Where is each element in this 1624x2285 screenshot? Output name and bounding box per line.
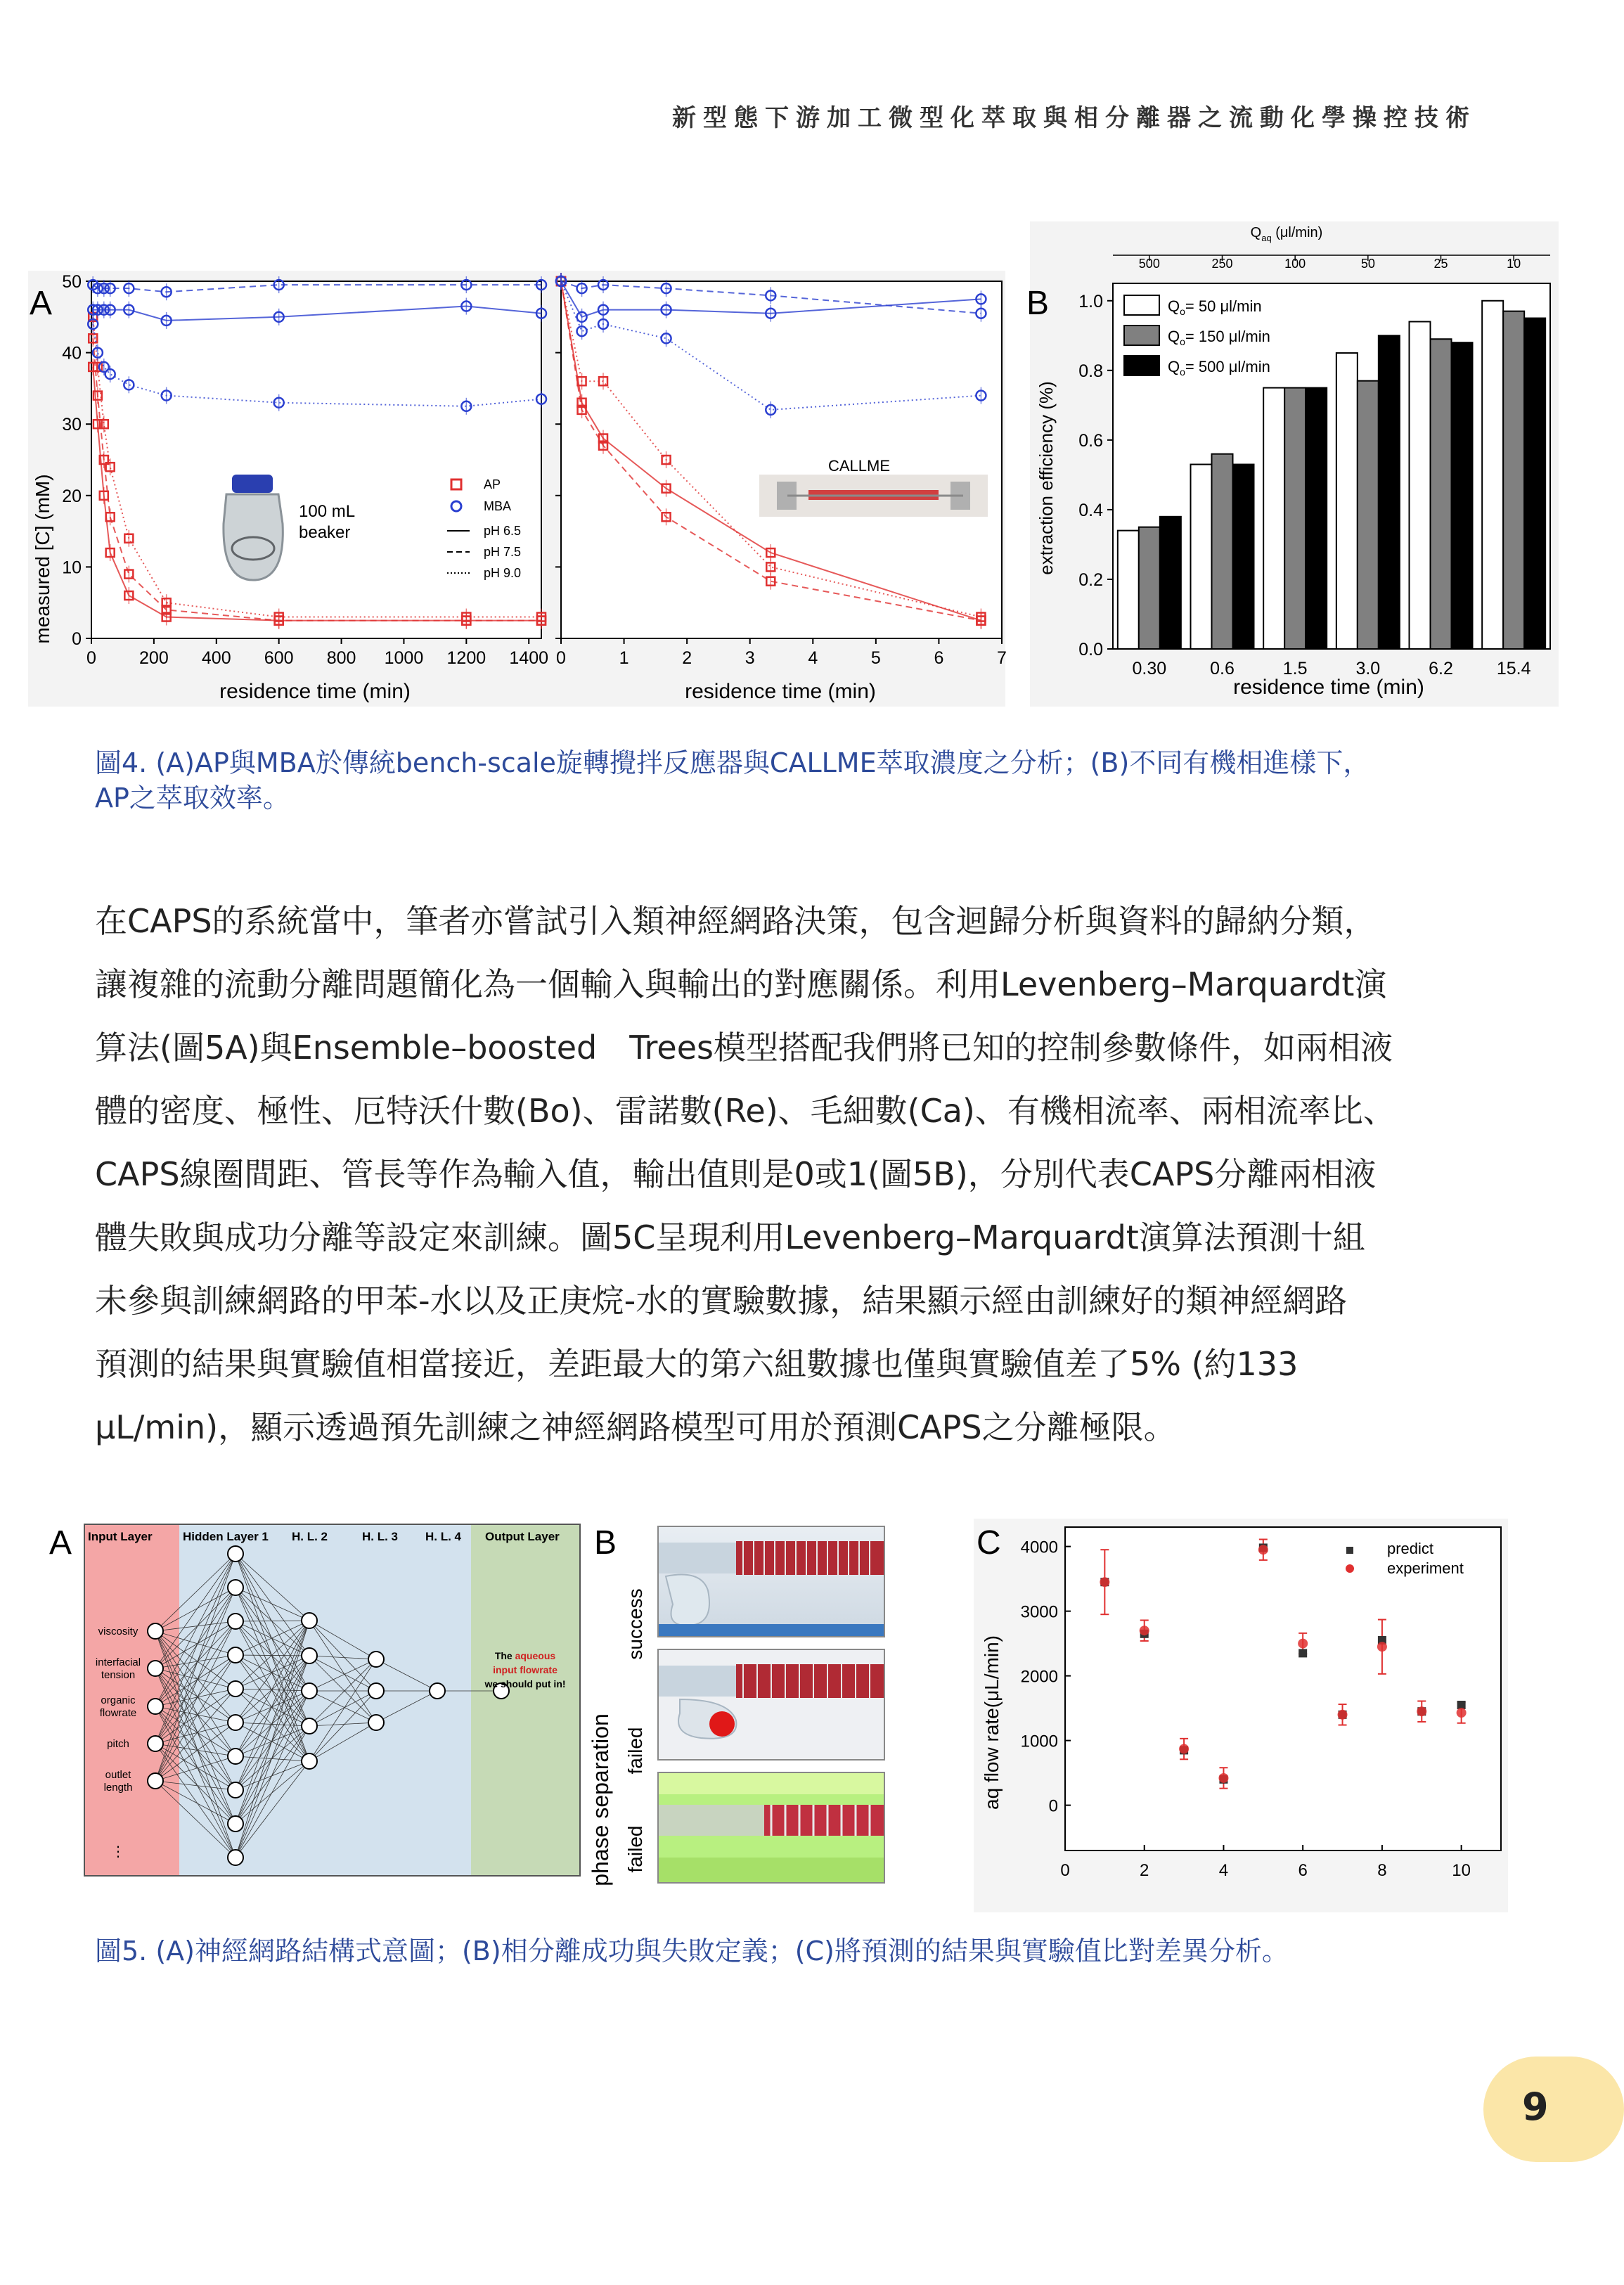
output-description [484,1650,565,1689]
x-tick-label: 800 [326,648,356,668]
body-line: 未參與訓練網路的甲苯-水以及正庚烷-水的實驗數據，結果顯示經由訓練好的類神經網路 [95,1282,1348,1320]
x-tick-label: 600 [264,648,294,668]
photo-failed-2 [657,1772,885,1884]
x-tick-label: 5 [870,648,881,668]
x-tick-label: 6.2 [1429,659,1453,678]
x-tick-label: 1 [619,648,629,668]
svg-text:H. L. 3: H. L. 3 [362,1530,399,1543]
photo-failed-1 [657,1649,885,1761]
top-tick-label: 50 [1360,257,1375,271]
figure4b-plot [1078,255,1550,678]
bar [1306,388,1327,649]
experiment-point [1417,1706,1426,1716]
svg-text:H. L. 4: H. L. 4 [425,1530,462,1543]
input-label: tension [101,1669,136,1681]
top-tick-label: 100 [1284,257,1306,271]
network-node [148,1661,163,1676]
figure5-caption: 圖5. (A)神經網路結構式意圖；(B)相分離成功與失敗定義；(C)將預測的結果與實驗值比對差異分析。 [95,1936,1289,1967]
network-node [228,1681,243,1697]
x-tick-label: 2 [682,648,692,668]
network-node [228,1749,243,1764]
x-tick-label: 4 [808,648,818,668]
y-tick-label: 0.8 [1078,361,1103,381]
y-tick-label: 1000 [1020,1732,1058,1751]
x-tick-label: 1400 [509,648,549,668]
network-node [228,1647,243,1663]
y-tick-label: 4000 [1020,1538,1058,1557]
experiment-point [1140,1626,1149,1635]
svg-text:Input Layer: Input Layer [88,1530,153,1543]
body-paragraph [95,889,1487,1459]
network-node [302,1753,317,1769]
figure4-caption [95,745,1487,816]
body-line: 體失敗與成功分離等設定來訓練。圖5C呈現利用Levenberg–Marquardt演算法預測十組 [95,1218,1365,1256]
svg-text:input flowrate: input flowrate [493,1664,558,1675]
body-line: 在CAPS的系統當中，筆者亦嘗試引入類神經網路決策，包含迴歸分析與資料的歸納分類， [95,902,1377,940]
network-node [148,1623,163,1639]
svg-text:Qo= 50 μl/min: $Q_o= 50$ μl/min [1168,297,1262,317]
bar [1139,527,1160,649]
x-tick-label: 4 [1218,1861,1229,1880]
input-label: organic [101,1694,136,1706]
network-node [228,1782,243,1798]
svg-text:pH 9.0: pH 9.0 [484,566,522,580]
figure5b-label: B [594,1524,617,1562]
x-tick-label: 6 [934,648,944,668]
x-tick-label: 3.0 [1355,659,1381,678]
network-node [228,1614,243,1629]
bar [1379,335,1400,649]
top-tick-label: 250 [1211,257,1233,271]
top-tick-label: 25 [1433,257,1448,271]
bar [1118,531,1139,649]
plot-frame [91,281,541,638]
network-node [228,1715,243,1730]
input-ellipsis: ⋮ [111,1844,125,1860]
network-node [368,1715,384,1730]
body-line: 預測的結果與實驗值相當接近，差距最大的第六組數據也僅與實驗值差了5% (約133 [95,1345,1298,1383]
experiment-point [1258,1545,1268,1555]
page-number-badge [1483,2056,1624,2162]
figure4-caption-line1: 圖4. (A)AP與MBA於傳統bench-scale旋轉攪拌反應器與CALLME萃取濃度之分析；(B)不同有機相進樣下， [95,747,1370,778]
svg-text:H. L. 2: H. L. 2 [292,1530,328,1543]
x-tick-label: 0.6 [1210,659,1235,678]
y-tick-label: 40 [62,343,82,363]
body-line: μL/min)，顯示透過預先訓練之神經網路模型可用於預測CAPS之分離極限。 [95,1408,1176,1446]
row-label-failed-1: failed [624,1727,646,1775]
y-tick-label: 0.6 [1078,430,1103,451]
bar [1191,465,1212,649]
x-tick-label: 1.5 [1282,659,1308,678]
bar [1212,454,1233,649]
svg-text:MBA: MBA [484,499,512,513]
figure5c-label: C [977,1524,1001,1562]
x-tick-label: 1000 [384,648,424,668]
bar [1284,388,1306,649]
network-node [148,1773,163,1789]
page-number: 9 [1522,2085,1549,2129]
bar [1431,339,1452,649]
y-tick-label: 3000 [1020,1602,1058,1622]
bar [1336,353,1358,649]
experiment-point [1298,1639,1308,1649]
x-tick-label: 0 [86,648,96,668]
figure4-caption-line2: AP之萃取效率。 [95,783,290,813]
bar [1410,321,1431,649]
callme-label: CALLME [827,457,891,475]
svg-text:pH 6.5: pH 6.5 [484,524,522,538]
network-node [228,1580,243,1595]
svg-text:Hidden Layer 1: Hidden Layer 1 [183,1530,269,1543]
body-line: 體的密度、極性、厄特沃什數(Bo)、雷諾數(Re)、毛細數(Ca)、有機相流率、兩相流率比、 [95,1092,1396,1130]
bar [1263,388,1284,649]
figure5-panel-b [587,1519,967,1886]
experiment-point [1457,1708,1467,1718]
network-node [430,1683,445,1699]
y-tick-label: 50 [62,272,82,292]
figure4b-label: B [1026,285,1050,322]
input-label: outlet [105,1769,131,1781]
body-line: 算法(圖5A)與Ensemble–boosted Trees模型搭配我們將已知的控制參數條件，如兩相液 [95,1029,1393,1067]
x-tick-label: 1200 [446,648,486,668]
bar [1160,517,1181,649]
svg-text:AP: AP [484,477,501,491]
figure4a-xlabel-left: residence time (min) [219,680,411,703]
network-node [228,1816,243,1832]
experiment-point [1338,1710,1348,1720]
svg-text:pH 7.5: pH 7.5 [484,545,522,559]
x-tick-label: 8 [1377,1861,1387,1880]
y-tick-label: 2000 [1020,1667,1058,1687]
body-line: 讓複雜的流動分離問題簡化為一個輸入與輸出的對應關係。利用Levenberg–Marquardt演 [95,965,1387,1003]
y-tick-label: 0 [1048,1796,1058,1816]
x-tick-label: 400 [201,648,231,668]
x-tick-label: 0 [1060,1861,1070,1880]
network-node [228,1850,243,1865]
figure5a-label: A [49,1524,72,1562]
experiment-point [1179,1744,1189,1754]
bar [1524,318,1545,649]
svg-text:predict: predict [1387,1540,1434,1557]
network-node [368,1683,384,1699]
figure4a-left-plot [62,272,548,668]
figure4a-right-plot [555,273,1007,668]
figure5-panel-c [974,1519,1508,1912]
x-tick-label: 2 [1140,1861,1149,1880]
y-tick-label: 0 [72,629,82,649]
network-node [148,1736,163,1751]
row-label-failed-2: failed [624,1825,646,1873]
y-tick-label: 0.2 [1078,569,1103,590]
x-tick-label: 0.30 [1132,659,1167,678]
y-tick-label: 0.0 [1078,640,1103,659]
bar [1358,381,1379,649]
x-tick-label: 0 [556,648,566,668]
body-line: CAPS線圈間距、管長等作為輸入值，輸出值則是0或1(圖5B)，分別代表CAPS分離兩相液 [95,1155,1377,1193]
y-tick-label: 10 [62,558,82,578]
top-tick-label: 10 [1507,257,1521,271]
input-label: viscosity [98,1626,138,1637]
y-tick-label: 20 [62,486,82,506]
figure4b-xlabel: residence time (min) [1233,676,1424,699]
figure4b-ylabel: extraction efficiency (%) [1036,381,1057,575]
callme-image [759,475,988,517]
bar [1452,342,1473,649]
figure4-panel-a [28,271,1005,707]
figure4a-label: A [30,285,53,322]
top-tick-label: 500 [1138,257,1160,271]
experiment-point [1100,1577,1109,1587]
network-node [302,1613,317,1628]
beaker-line1: 100 mL [299,502,356,521]
bar [1233,465,1254,649]
network-node [148,1699,163,1714]
experiment-point [1377,1642,1387,1652]
y-tick-label: 0.4 [1078,500,1103,520]
input-label: flowrate [99,1707,137,1719]
svg-text:Qo= 500 μl/min: $Q_o= 500$ μl/min [1168,358,1270,378]
photo-success [657,1526,885,1637]
x-tick-label: 6 [1298,1861,1308,1880]
predict-point [1298,1649,1307,1657]
figure5c-plot [1021,1527,1501,1880]
figure4b-legend [1124,295,1270,378]
network-node [302,1683,317,1699]
x-tick-label: 15.4 [1496,659,1531,678]
svg-text:Qo= 150 μl/min: $Q_o= 150$ μl/min [1168,328,1270,347]
input-label: interfacial [95,1656,141,1668]
figure5c-ylabel: aq flow rate(μL/min) [981,1635,1003,1810]
network-node [228,1546,243,1562]
beaker-line2: beaker [299,523,351,542]
input-label: pitch [107,1738,129,1750]
network-node [368,1652,384,1667]
network-node [302,1718,317,1734]
figure4-panel-b [1026,221,1559,707]
figure4a-xlabel-right: residence time (min) [685,680,876,703]
x-tick-label: 7 [997,648,1007,668]
figure4a-ylabel: measured [C] (mM) [32,474,53,644]
x-tick-label: 10 [1452,1861,1471,1880]
network-node [302,1648,317,1663]
plot-frame [561,281,1002,638]
bar [1503,311,1524,649]
input-label: length [103,1782,133,1794]
y-tick-label: 1.0 [1078,291,1103,311]
figure5-panel-a [46,1519,584,1881]
figure5b-ylabel: phase separation [588,1713,613,1886]
y-tick-label: 30 [62,415,82,435]
x-tick-label: 3 [745,648,755,668]
bar [1482,301,1503,649]
figure4b-top-axis-label: $Q_{aq}$ (μl/min) [1250,225,1323,243]
svg-text:experiment: experiment [1387,1559,1464,1577]
x-tick-label: 200 [139,648,169,668]
svg-text:we should put in!: we should put in! [484,1678,566,1689]
running-header: 新型態下游加工微型化萃取與相分離器之流動化學操控技術 [672,104,1476,132]
experiment-point [1218,1773,1228,1783]
svg-text:The aqueous: The aqueous [494,1650,556,1661]
row-label-success: success [624,1588,646,1660]
svg-text:Output Layer: Output Layer [485,1530,560,1543]
